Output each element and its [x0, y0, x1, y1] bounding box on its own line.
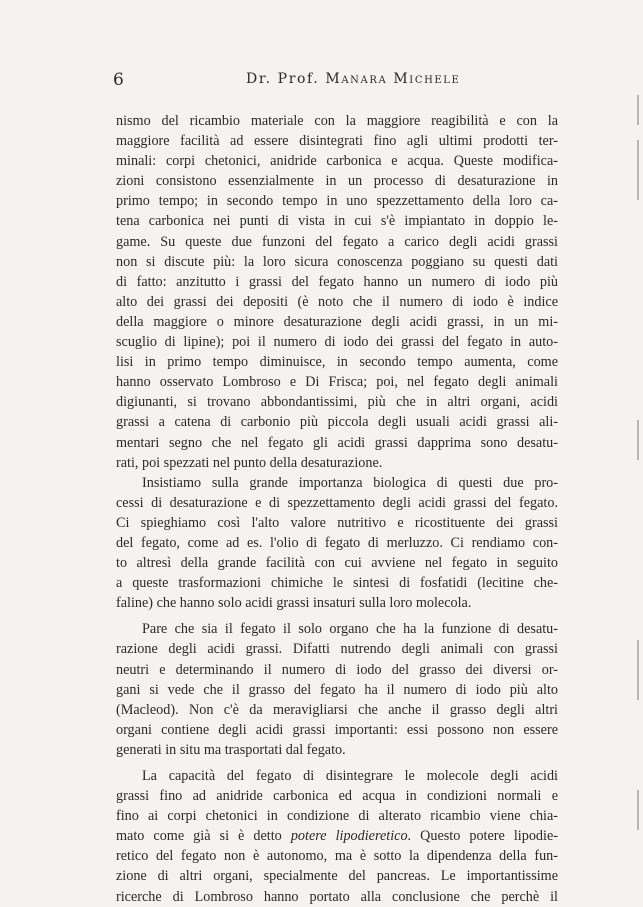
text-line: La capacità del fegato di disintegrare le molecole degli acidi — [142, 768, 558, 784]
text-line: alto dei grassi dei depositi (è noto che il numero di iodo è indice — [116, 293, 558, 310]
body-text — [116, 111, 558, 907]
page-edge-shadow — [637, 640, 639, 700]
text-line-with-italic — [116, 826, 558, 846]
text-line: grassi fino ad anidride carbonica ed acqua in condizioni normali e — [116, 788, 558, 805]
text-line: zioni consistono essenzialmente in un processo di desaturazione in — [116, 173, 558, 190]
running-head — [246, 71, 460, 87]
text-line: minali: corpi chetonici, anidride carbonica e acqua. Queste modifica- — [116, 153, 558, 170]
text-line: organi contiene degli acidi grassi importanti: essi possono non essere — [116, 721, 558, 738]
text-line: della maggiore o minore desaturazione degli acidi grassi, in un mi- — [116, 313, 558, 330]
text-run: . Questo potere lipodie- — [407, 828, 558, 845]
paragraph-2 — [116, 473, 558, 614]
text-line: game. Su queste due funzoni del fegato a carico degli acidi grassi — [116, 233, 558, 250]
text-line: lisi in primo tempo diminuisce, in secondo tempo aumenta, come — [116, 354, 558, 371]
text-line: tena carbonica nei punti di vista in cui s'è impiantato in doppio le- — [116, 213, 558, 230]
text-line: Insistiamo sulla grande importanza biologica di questi due pro- — [142, 474, 558, 491]
text-line: ricerche di Lombroso hanno portato alla conclusione che perchè il — [116, 888, 558, 905]
text-run: mato come già si è detto — [116, 828, 291, 845]
text-line: neutri e determinando il numero di iodo del grasso dei diversi or- — [116, 661, 558, 678]
text-line: zione di altri organi, specialmente del pancreas. Le importantissime — [116, 868, 558, 885]
page-edge-shadow — [637, 95, 639, 125]
text-line: del fegato, come ad es. l'olio di fegato di merluzzo. Ci rendiamo con- — [116, 534, 558, 551]
page-edge-shadow — [637, 140, 639, 200]
text-line: (Macleod). Non c'è da meravigliarsi che anche il grasso degli altri — [116, 701, 558, 718]
text-line: digiunanti, si trovano abbondantissimi, più che in altri organi, acidi — [116, 394, 558, 411]
author-prefix: Dr. Prof. — [246, 71, 320, 87]
page-number: 6 — [113, 70, 125, 90]
text-line: primo tempo; in secondo tempo in uno spezzettamento della loro ca- — [116, 193, 558, 210]
text-line: generati in situ ma trasportati dal fegato. — [116, 741, 346, 758]
page-edge-shadow — [637, 420, 639, 460]
italic-term: potere lipodieretico — [290, 828, 408, 845]
text-line: cessi di desaturazione e di spezzettamento degli acidi grassi del fegato. — [116, 494, 558, 511]
text-line: gani si vede che il grasso del fegato ha il numero di iodo più alto — [116, 681, 558, 698]
paragraph-1 — [116, 111, 558, 473]
text-line: grassi a catena di carbonio più piccola degli usuali acidi grassi ali- — [116, 414, 558, 431]
text-line: maggiore facilità ad essere disintegrati fino agli ultimi prodotti ter- — [116, 133, 558, 150]
text-line: di fatto: anzitutto i grassi del fegato hanno un numero di iodo più — [116, 273, 558, 290]
text-line: Pare che sia il fegato il solo organo che ha la funzione di desatu- — [142, 621, 558, 638]
text-line: razione degli acidi grassi. Difatti nutrendo degli animali con grassi — [116, 641, 558, 658]
text-line: a queste trasformazioni chimiche le sintesi di fosfatidi (lecitine che- — [116, 575, 558, 592]
text-line: scuglio di lipine); poi il numero di iodo dei grassi del fegato in auto- — [116, 334, 558, 351]
page-edge-shadow — [637, 790, 639, 830]
text-line: retico del fegato non è autonomo, ma è sotto la dipendenza della fun- — [116, 848, 558, 865]
text-line: to altresì della grande facilità con cui avviene nel fegato in seguito — [116, 555, 558, 572]
text-line: faline) che hanno solo acidi grassi insaturi sulla loro molecola. — [116, 595, 472, 612]
text-line: rati, poi spezzati nel punto della desaturazione. — [116, 454, 383, 471]
text-line: mentari segno che nel fegato gli acidi grassi dapprima sono desatu- — [116, 434, 558, 451]
text-line: hanno osservato Lombroso e Di Frisca; poi, nel fegato degli animali — [116, 374, 558, 391]
text-line: fino ai corpi chetonici in condizione di alterato ricambio viene chia- — [116, 808, 558, 825]
author-name: Manara Michele — [325, 71, 461, 87]
text-line: Ci spieghiamo così l'alto valore nutritivo e ricostituente dei grassi — [116, 514, 558, 531]
paragraph-4 — [116, 766, 558, 907]
text-line: non si discute più: la loro sicura conoscenza poggiano su questi dati — [116, 253, 558, 270]
paragraph-3 — [116, 619, 558, 760]
text-line: nismo del ricambio materiale con la maggiore reagibilità e con la — [116, 113, 558, 129]
